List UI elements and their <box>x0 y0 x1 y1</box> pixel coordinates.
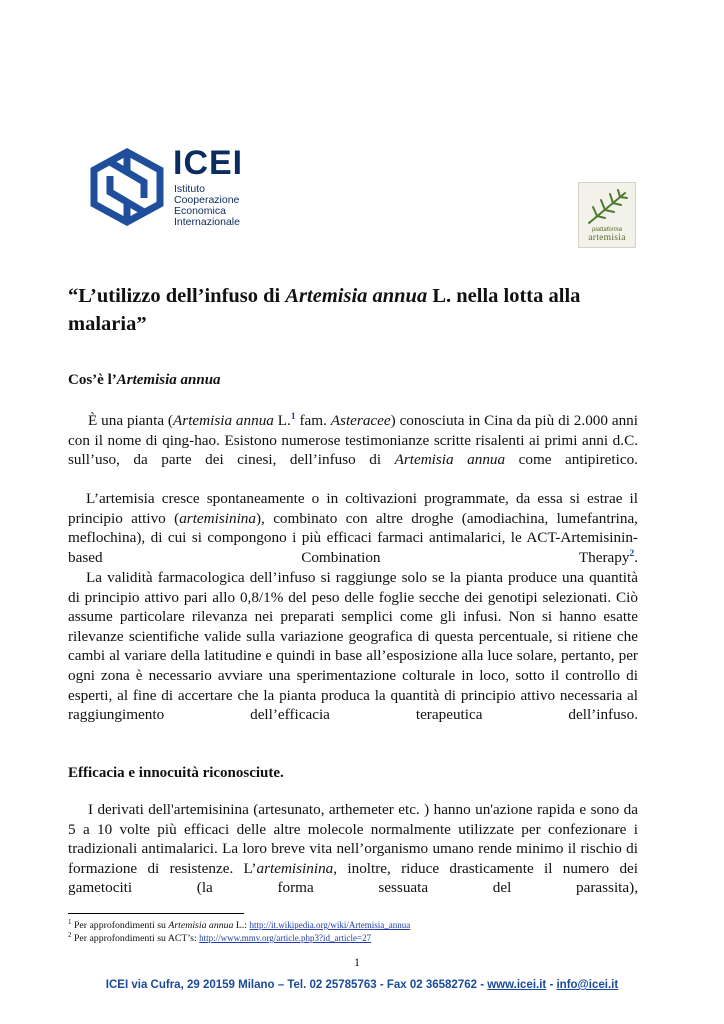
title-species: Artemisia annua <box>285 285 428 307</box>
footnote-separator <box>68 913 244 914</box>
text-run: ) conosciuta in Cina da più di 2.000 anni con il nome di qing-hao. Esistono numerose testimonianze scritte risalenti ai primi anni d.C. sull’uso, da parte dei cinesi, dell’infuso di <box>68 412 638 469</box>
footnote-species: Artemisia annua <box>168 920 234 931</box>
footnote-link-mmv[interactable]: http://www.mmv.org/article.php3?id_article=27 <box>199 933 372 943</box>
footer-separator: - <box>546 979 557 991</box>
heading-text: Cos’è l’ <box>68 372 117 388</box>
text-run: L. <box>273 412 291 429</box>
icei-logo-mark-icon <box>90 148 164 226</box>
icei-brand: ICEI <box>173 144 244 182</box>
footnote-number: 1 <box>68 918 72 926</box>
section-heading-efficacy: Efficacia e innocuità riconosciute. <box>68 765 284 781</box>
footnote-text: L.: <box>233 920 250 931</box>
icei-subtitle-line: Internazionale <box>174 216 240 228</box>
artemisia-logo <box>578 182 636 248</box>
document-title <box>68 282 648 338</box>
footer-address: ICEI via Cufra, 29 20159 Milano – Tel. 02 25785763 - Fax 02 36582762 - <box>105 979 488 991</box>
icei-subtitle-line: Istituto <box>174 183 205 195</box>
artemisia-logo-line2: artemisia <box>588 233 626 243</box>
icei-logo <box>74 132 260 242</box>
paragraph <box>68 800 638 900</box>
compound-name: artemisinina <box>256 859 334 877</box>
footer-website-link[interactable]: www.icei.it <box>487 979 547 991</box>
section-heading-what-is <box>68 372 221 389</box>
artemisia-logo-line1: piattaforma <box>591 227 622 233</box>
footnote-text: Per approfondimenti su <box>71 920 169 931</box>
text-run: , inoltre, riduce drasticamente il numero dei gametociti (la forma sessuata del parassita), <box>68 859 638 897</box>
footnote-text: Per approfondimenti su ACT’s: <box>71 933 200 944</box>
title-part: “L’utilizzo dell’infuso di <box>68 285 286 307</box>
paragraph <box>68 411 638 491</box>
text-run: I derivati dell'artemisinina (artesunato, arthemeter etc. ) hanno un'azione rapida e sono da 5 a 10 volte più efficaci delle altre molecole normalmente utilizzate per confezionare i tradizionali antimalarici. La loro breve vita nell’organismo umano rende minimo il rischio di formazione di resistenze. L’ <box>68 801 638 877</box>
text-run: . <box>634 548 638 566</box>
paragraph: La validità farmacologica dell’infuso si raggiunge solo se la pianta produce una quantità di principio attivo pari allo 0,8/1% del peso delle foglie secche dei genotipi selezionati. Ciò assume particolare rilevanza nei preparati semplici come gli infusi. Non si hanno esatte rilevanze scientifiche valide sulla variazione geografica di questa percentuale, si ritiene che cambi al variare della latitudine e quindi in base all’esposizione alla luce solare, pertanto, per ogni zona è necessario avviare una sperimentazione colturale in loco, sotto il controllo di esperti, al fine di accertare che la pianta produca la quantità di principio attivo necessaria al raggiungimento dell’efficacia terapeutica dell’infuso. <box>68 569 638 724</box>
icei-subtitle-line: Cooperazione <box>174 194 240 206</box>
compound-name: artemisinina <box>179 509 256 527</box>
text-run: ), combinato con altre droghe (amodiachina, lumefantrina, meflochina), di cui si compongono i più efficaci farmaci antimalarici, le ACT-Artemisinin-based Combination Therapy <box>68 509 638 566</box>
species-name: Artemisia annua <box>394 451 506 469</box>
text-run: come antipiretico. <box>505 451 638 469</box>
family-name: Asteracee <box>330 412 391 429</box>
artemisia-leaf-icon <box>583 187 631 227</box>
heading-species: Artemisia annua <box>116 372 221 388</box>
icei-subtitle <box>174 184 240 228</box>
footnote-2 <box>68 932 371 945</box>
footnote-1 <box>68 919 410 932</box>
text-run: È una pianta ( <box>88 412 173 429</box>
footer-email-link[interactable]: info@icei.it <box>556 979 619 991</box>
footnote-number: 2 <box>68 931 72 939</box>
footnote-link-wikipedia[interactable]: http://it.wikipedia.org/wiki/Artemisia_annua <box>249 920 411 930</box>
icei-subtitle-line: Economica <box>174 205 226 217</box>
species-name: Artemisia annua <box>173 412 274 429</box>
footnote-ref-2[interactable]: 2 <box>629 548 635 559</box>
page-footer <box>0 979 724 991</box>
footnote-ref-1[interactable]: 1 <box>290 412 296 422</box>
paragraph <box>68 489 638 569</box>
text-run: fam. <box>295 412 331 429</box>
page-number: 1 <box>354 955 360 969</box>
title-part: L. nella lotta alla malaria” <box>68 285 581 335</box>
text-run: L’artemisia cresce spontaneamente o in coltivazioni programmate, da essa si estrae il principio attivo ( <box>68 490 638 527</box>
